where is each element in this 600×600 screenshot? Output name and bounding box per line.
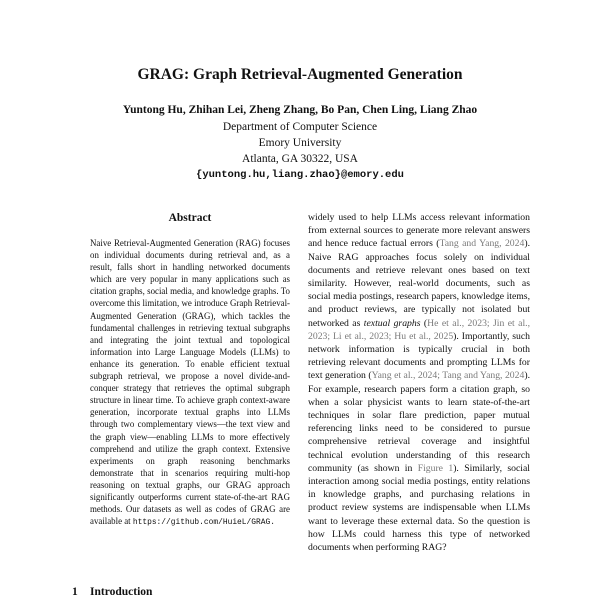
section-heading (72, 586, 152, 598)
abstract-text: Naive Retrieval-Augmented Generation (RAG) focuses on individual documents during retrieval and, as a result, falls short in handling networked documents which are very popular in many applications such as citation graphs, social media, and knowledge graphs. To overcome this limitation, we introduce Graph Retrieval-Augmented Generation (GRAG), which tackles the fundamental challenges in retrieving textual subgraphs and integrating the joint textual and topological information into Large Language Models (LLMs) to enhance its generation. To enable efficient textual subgraph retrieval, we propose a novel divide-and-conquer strategy that retrieves the optimal subgraph structure in linear time. To achieve graph context-aware generation, incorporate textual graphs into LLMs through two complementary views—the text view and the graph view—enabling LLMs to more effectively comprehend and utilize the graph context. Extensive experiments on graph reasoning benchmarks demonstrate that in scenarios requiring multi-hop reasoning on textual graphs, our GRAG approach significantly outperforms current state-of-the-art RAG methods. Our datasets as well as codes of GRAG are available at (90, 238, 290, 527)
body-text: ( (420, 317, 428, 329)
paper-title: GRAG: Graph Retrieval-Augmented Generation (137, 66, 463, 83)
figure-reference-link[interactable]: Figure 1 (417, 462, 454, 474)
abstract-body (90, 237, 290, 529)
section-title: Introduction (90, 586, 153, 598)
affiliation-address: Atlanta, GA 30322, USA (242, 153, 358, 165)
introduction-body (308, 211, 530, 554)
body-text: widely used to help LLMs access relevant information from external sources to generate more relevant answers and hence reduce factual errors ( (308, 212, 530, 250)
affiliation-university: Emory University (258, 137, 342, 149)
code-link[interactable]: https://github.com/HuieL/GRAG. (132, 518, 275, 528)
body-text: ). For example, research papers form a citation graph, so when a solar physicist wants to learn state-of-the-art techniques in solar flare prediction, paper mutual referencing links need to be considered to pursue comprehensive retrieval coverage and insightful technical evolution understanding of this research community (as shown in (308, 370, 530, 474)
body-text: ). Similarly, social interaction among social media postings, entity relations in knowledge graphs, and purchasing relations in product review systems are indispensable when LLMs want to leverage these external data. So the question is how LLMs could harness this type of networked documents when performing RAG? (308, 462, 530, 554)
author-list: Yuntong Hu, Zhihan Lei, Zheng Zhang, Bo Pan, Chen Ling, Liang Zhao (122, 104, 478, 116)
affiliation-email[interactable]: {yuntong.hu,liang.zhao}@emory.edu (196, 169, 404, 181)
body-text: ). Importantly, such network information is typically crucial in both retrieving relevant documents and prompting LLMs for text generation ( (308, 330, 530, 382)
citation-link[interactable]: Tang and Yang, 2024 (439, 238, 525, 250)
section-number: 1 (72, 586, 78, 598)
abstract-heading: Abstract (168, 212, 212, 224)
citation-link[interactable]: Yang et al., 2024; Tang and Yang, 2024 (371, 370, 525, 382)
citation-link[interactable]: He et al., 2023; Jin et al., 2023; Li et al., 2023; Hu et al., 2025 (308, 317, 530, 342)
affiliation-dept: Department of Computer Science (222, 121, 378, 133)
emphasis-text: textual graphs (363, 317, 421, 329)
body-text: ). Naive RAG approaches focus solely on individual documents and retrieve relevant ones based on text similarity. However, real-world documents, such as social media postings, research papers, knowledge items, and product reviews, are typically not isolated but networked as (308, 238, 530, 329)
